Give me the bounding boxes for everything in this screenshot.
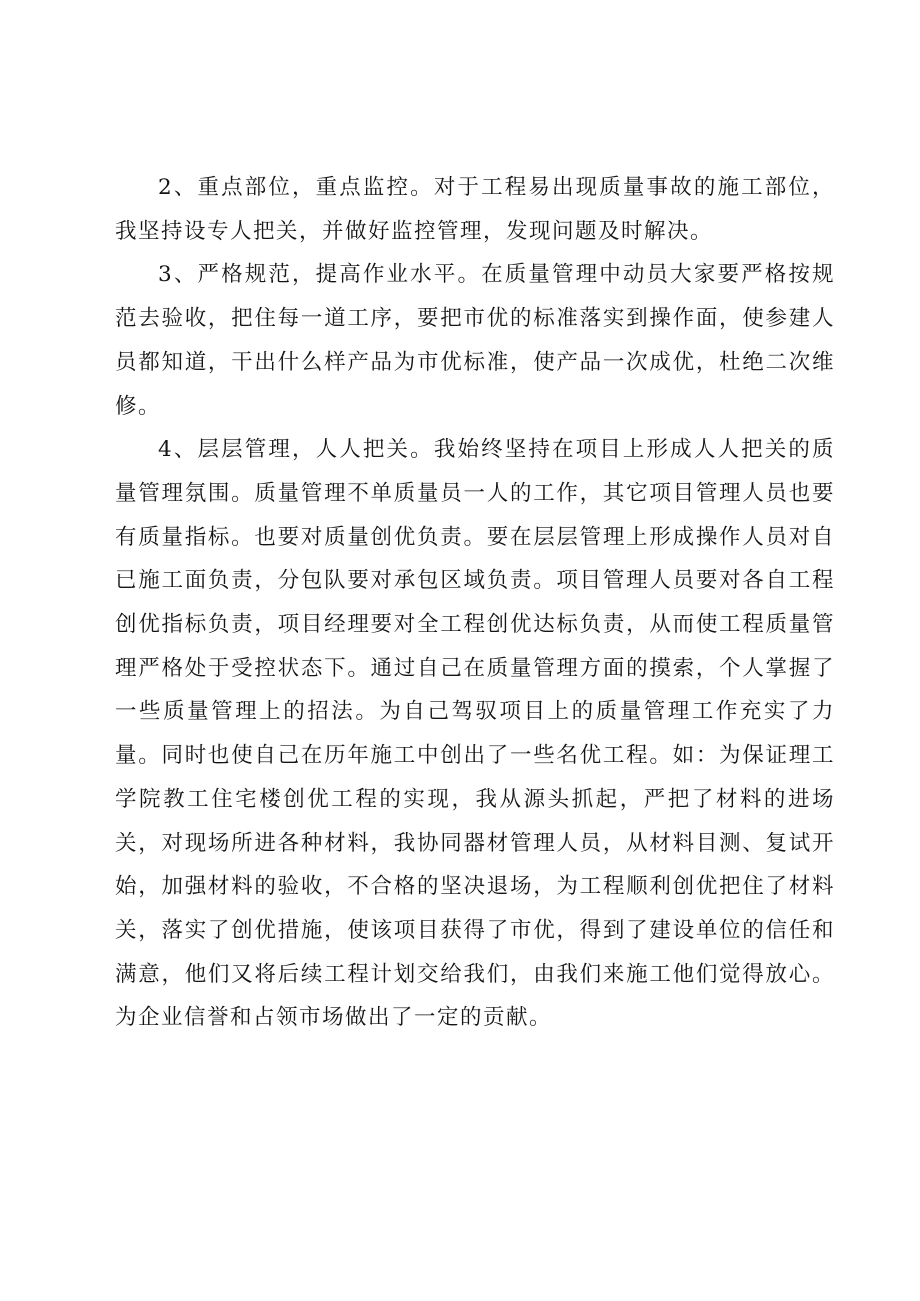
document-body	[115, 166, 835, 1040]
paragraph-layered-management: 4、层层管理，人人把关。我始终坚持在项目上形成人人把关的质量管理氛围。质量管理不单质量员一人的工作，其它项目管理人员也要有质量指标。也要对质量创优负责。要在层层管理上形成操作人员对自已施工面负责，分包队要对承包区域负责。项目管理人员要对各自工程创优指标负责，项目经理要对全工程创优达标负责，从而使工程质量管理严格处于受控状态下。通过自己在质量管理方面的摸索，个人掌握了一些质量管理上的招法。为自己驾驭项目上的质量管理工作充实了力量。同时也使自己在历年施工中创出了一些名优工程。如：为保证理工学院教工住宅楼创优工程的实现，我从源头抓起，严把了材料的进场关，对现场所进各种材料，我协同器材管理人员，从材料目测、复试开始，加强材料的验收，不合格的坚决退场，为工程顺利创优把住了材料关，落实了创优措施，使该项目获得了市优，得到了建设单位的信任和满意，他们又将后续工程计划交给我们，由我们来施工他们觉得放心。为企业信誉和占领市场做出了一定的贡献。	[115, 437, 835, 1031]
paragraph-strict-standards: 3、严格规范，提高作业水平。在质量管理中动员大家要严格按规范去验收，把住每一道工序，要把市优的标准落实到操作面，使参建人员都知道，干出什么样产品为市优标准，使产品一次成优，杜绝二次维修。	[115, 262, 835, 419]
paragraph-key-areas: 2、重点部位，重点监控。对于工程易出现质量事故的施工部位，我坚持设专人把关，并做好监控管理，发现问题及时解决。	[115, 175, 835, 244]
